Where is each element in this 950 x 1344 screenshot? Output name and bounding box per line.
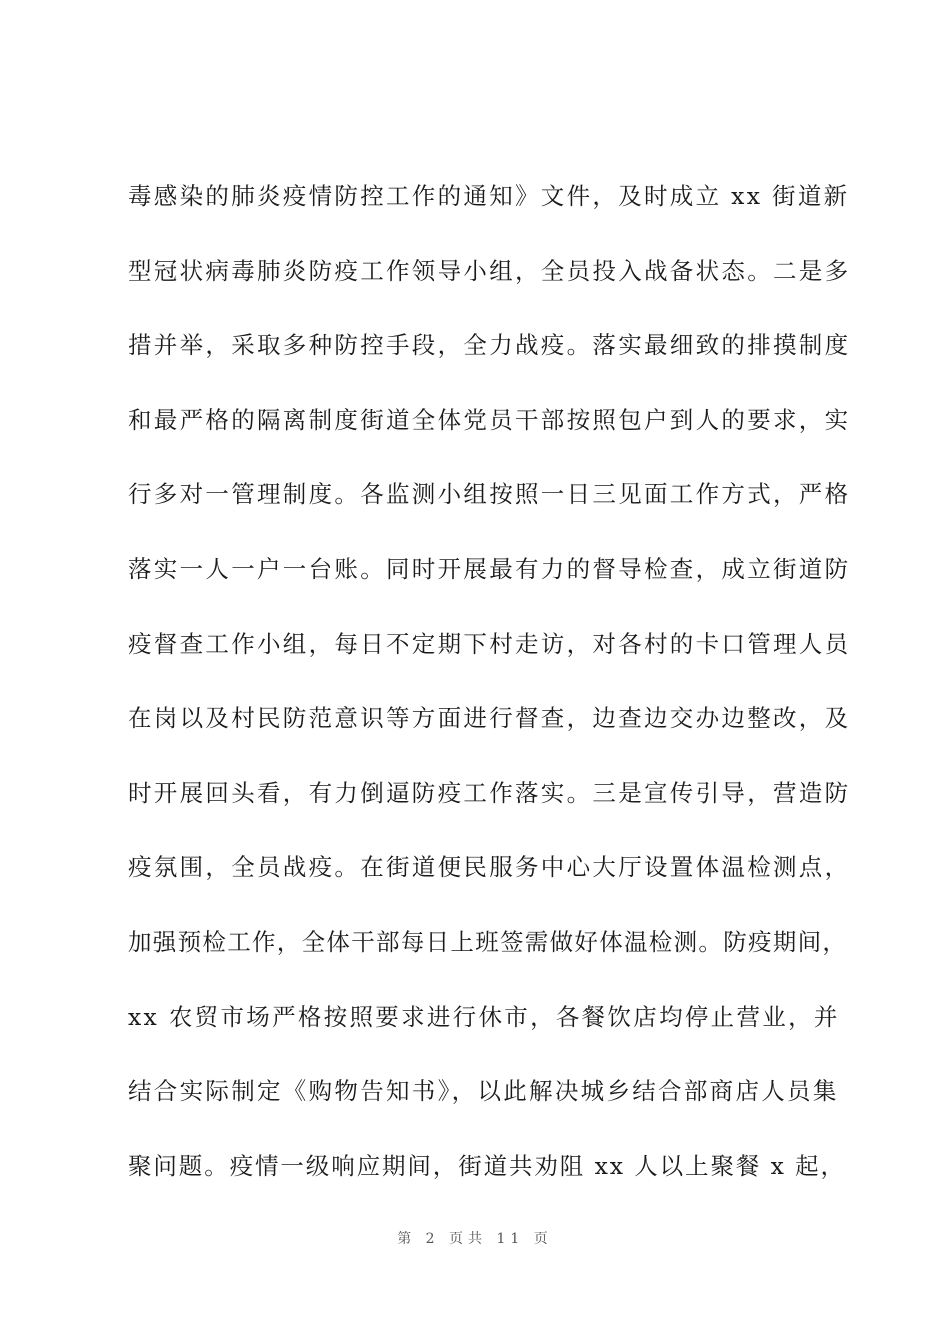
text-line: 时开展回头看，有力倒逼防疫工作落实。三是宣传引导，营造防 xyxy=(128,778,851,807)
page-number-footer: 第 2 页共 11 页 xyxy=(397,1231,553,1247)
text-line: 和最严格的隔离制度街道全体党员干部按照包户到人的要求，实 xyxy=(128,405,851,434)
text-line: 在岗以及村民防范意识等方面进行督查，边查边交办边整改，及 xyxy=(128,704,851,733)
text-line: 落实一人一户一台账。同时开展最有力的督导检查，成立街道防 xyxy=(128,554,851,583)
text-line: 措并举，采取多种防控手段，全力战疫。落实最细致的排摸制度 xyxy=(128,331,851,360)
text-line: 聚问题。疫情一级响应期间，街道共劝阻 xx 人以上聚餐 x 起， xyxy=(128,1151,846,1180)
text-line: 毒感染的肺炎疫情防控工作的通知》文件，及时成立 xx 街道新 xyxy=(128,182,850,210)
text-line: 型冠状病毒肺炎防疫工作领导小组，全员投入战备状态。二是多 xyxy=(128,256,851,285)
text-line: 加强预检工作，全体干部每日上班签需做好体温检测。防疫期间， xyxy=(128,927,848,956)
text-line: 疫氛围，全员战疫。在街道便民服务中心大厅设置体温检测点， xyxy=(128,853,851,882)
body-text xyxy=(128,170,850,1214)
text-line: 结合实际制定《购物告知书》，以此解决城乡结合部商店人员集 xyxy=(128,1077,839,1106)
text-line: 疫督查工作小组，每日不定期下村走访，对各村的卡口管理人员 xyxy=(128,629,851,658)
text-line: 行多对一管理制度。各监测小组按照一日三见面工作方式，严格 xyxy=(128,480,851,509)
text-line: xx 农贸市场严格按照要求进行休市，各餐饮店均停止营业，并 xyxy=(128,1002,840,1031)
